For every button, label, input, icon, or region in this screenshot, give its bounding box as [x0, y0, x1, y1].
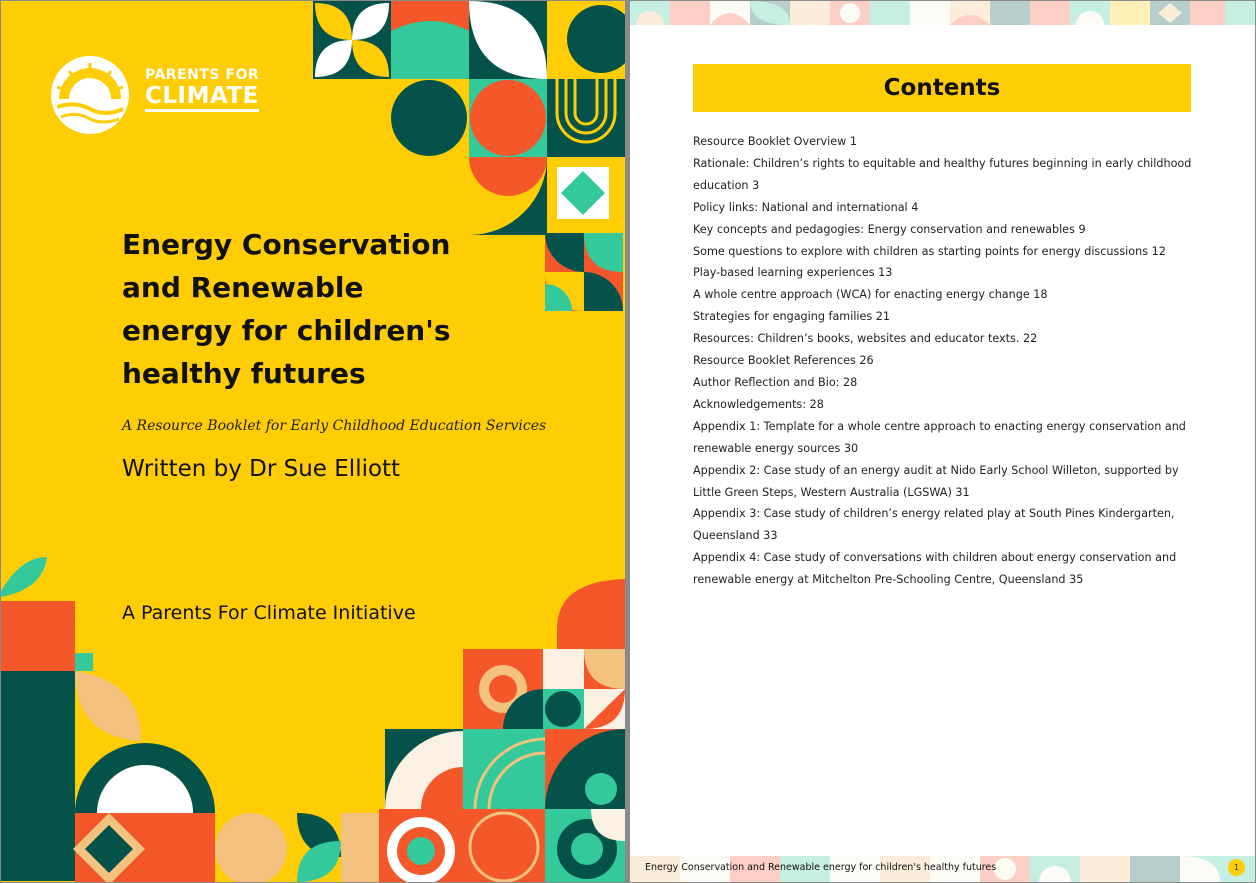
contents-heading: Contents	[883, 75, 1001, 101]
toc-line[interactable]: Resource Booklet References 26	[693, 354, 874, 368]
toc-line[interactable]: Queensland 33	[693, 529, 778, 543]
toc-line[interactable]: Little Green Steps, Western Australia (LGSWA) 31	[693, 485, 970, 499]
booklet-title: Energy Conservation and Renewable energy for children's healthy futures	[122, 228, 451, 390]
toc-line[interactable]: A whole centre approach (WCA) for enacting energy change 18	[693, 288, 1048, 302]
table-of-contents	[693, 131, 1193, 591]
toc-line[interactable]: Appendix 4: Case study of conversations with children about energy conservation and	[693, 551, 1177, 565]
toc-line[interactable]: Appendix 3: Case study of children’s energy related play at South Pines Kindergarten,	[693, 507, 1175, 521]
logo-text-top: PARENTS FOR	[145, 67, 260, 83]
toc-line[interactable]: Key concepts and pedagogies: Energy conservation and renewables 9	[693, 222, 1086, 236]
toc-line[interactable]: Appendix 2: Case study of an energy audit at Nido Early School Willeton, supported by	[693, 463, 1179, 477]
toc-line[interactable]: education 3	[693, 178, 760, 192]
toc-line[interactable]: Strategies for engaging families 21	[693, 310, 891, 324]
initiative-line: A Parents For Climate Initiative	[122, 602, 416, 624]
toc-line[interactable]: Rationale: Children’s rights to equitable and healthy futures beginning in early childhood	[693, 156, 1192, 170]
top-pattern-strip	[630, 1, 1255, 25]
author-line: Written by Dr Sue Elliott	[122, 456, 401, 482]
toc-line[interactable]: Policy links: National and international 4	[693, 200, 919, 214]
toc-line[interactable]: renewable energy at Mitchelton Pre-Schooling Centre, Queensland 35	[693, 573, 1084, 587]
cover-page	[1, 1, 625, 882]
booklet-subtitle: A Resource Booklet for Early Childhood Education Services	[122, 418, 547, 434]
parents-for-climate-logo	[49, 53, 279, 137]
toc-line[interactable]: Acknowledgements: 28	[693, 397, 824, 411]
toc-line[interactable]: Author Reflection and Bio: 28	[693, 375, 858, 389]
toc-line[interactable]: Some questions to explore with children as starting points for energy discussions 12	[693, 244, 1166, 258]
logo-text-bottom: CLIMATE	[145, 83, 259, 112]
footer-title: Energy Conservation and Renewable energy for children's healthy futures	[645, 862, 997, 873]
toc-line[interactable]: renewable energy sources 30	[693, 441, 859, 455]
contents-heading-bar	[693, 64, 1191, 112]
contents-page	[630, 1, 1255, 882]
toc-line[interactable]: Resource Booklet Overview 1	[693, 135, 857, 148]
page-number-badge: 1	[1228, 859, 1245, 876]
toc-line[interactable]: Play-based learning experiences 13	[693, 266, 893, 280]
toc-line[interactable]: Resources: Children’s books, websites and educator texts. 22	[693, 332, 1038, 346]
sun-logo-icon	[49, 53, 131, 137]
toc-line[interactable]: Appendix 1: Template for a whole centre approach to enacting energy conservation and	[693, 419, 1186, 433]
